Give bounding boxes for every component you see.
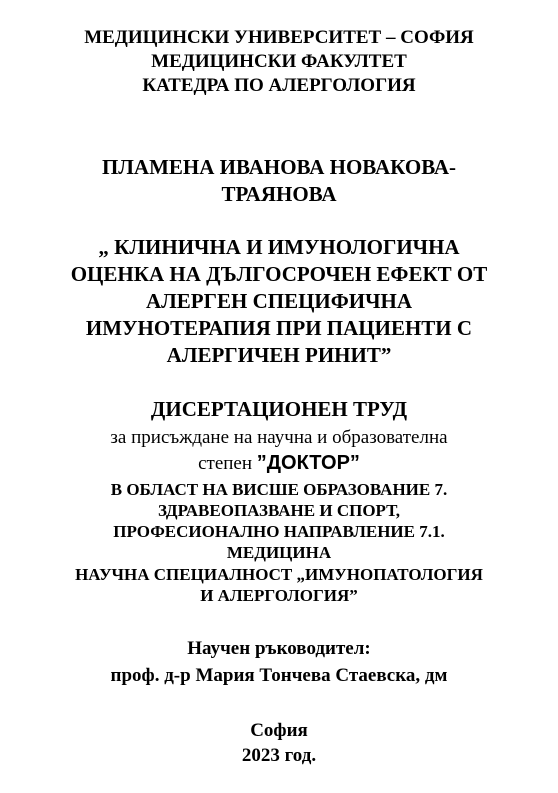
thesis-title-line-1: „ КЛИНИЧНА И ИМУНОЛОГИЧНА (98, 235, 460, 259)
degree-purpose-line-1: за присъждане на научна и образователна (110, 427, 448, 448)
field-line-1: В ОБЛАСТ НА ВИСШЕ ОБРАЗОВАНИЕ 7. (110, 480, 448, 499)
dissertation-heading: ДИСЕРТАЦИОНЕН ТРУД (150, 397, 408, 421)
thesis-title-line-4: ИМУНОТЕРАПИЯ ПРИ ПАЦИЕНТИ С (85, 316, 473, 340)
university-name: МЕДИЦИНСКИ УНИВЕРСИТЕТ – СОФИЯ (84, 27, 474, 48)
field-line-3: ПРОФЕСИОНАЛНО НАПРАВЛЕНИЕ 7.1. (113, 522, 445, 541)
thesis-title-line-3: АЛЕРГЕН СПЕЦИФИЧНА (145, 289, 413, 313)
supervisor-label: Научен ръководител: (187, 638, 371, 659)
field-line-2: ЗДРАВЕОПАЗВАНЕ И СПОРТ, (157, 501, 401, 520)
degree-title: ”ДОКТОР” (256, 452, 360, 474)
faculty-name: МЕДИЦИНСКИ ФАКУЛТЕТ (151, 51, 407, 72)
degree-purpose-line-2 (0, 453, 558, 473)
city: София (250, 720, 308, 741)
degree-prefix: степен (198, 453, 257, 474)
author-name-line-1: ПЛАМЕНА ИВАНОВА НОВАКОВА- (101, 155, 457, 179)
field-line-5: НАУЧНА СПЕЦИАЛНОСТ „ИМУНОПАТОЛОГИЯ (75, 565, 483, 584)
author-name-line-2: ТРАЯНОВА (221, 182, 337, 206)
department-name: КАТЕДРА ПО АЛЕРГОЛОГИЯ (142, 75, 416, 96)
supervisor-name: проф. д-р Мария Тончева Стаевска, дм (110, 665, 448, 686)
thesis-title-line-5: АЛЕРГИЧЕН РИНИТ” (166, 343, 392, 367)
year: 2023 год. (241, 745, 317, 766)
field-line-4: МЕДИЦИНА (226, 543, 332, 562)
field-line-6: И АЛЕРГОЛОГИЯ” (200, 586, 358, 605)
thesis-title-line-2: ОЦЕНКА НА ДЪЛГОСРОЧЕН ЕФЕКТ ОТ (70, 262, 488, 286)
